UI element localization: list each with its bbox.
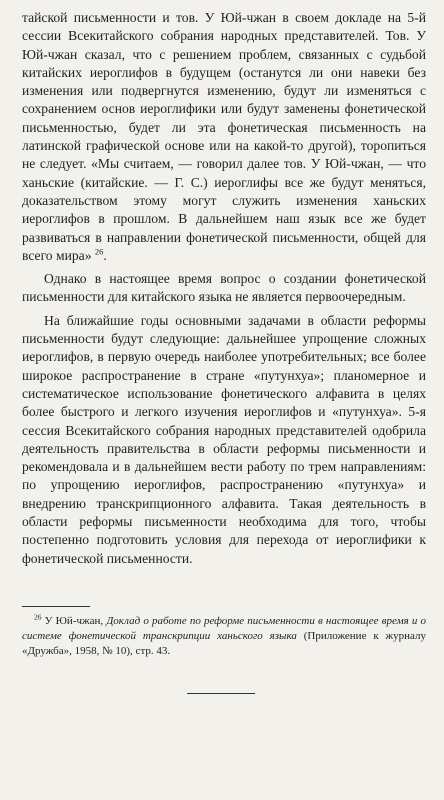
end-divider <box>187 693 255 694</box>
footnote-source: (Приложение к журналу «Дружба», 1958, № 10), стр. 43. <box>22 630 426 657</box>
paragraph-3: На ближайшие годы основными задачами в области реформы письменности будут следующие: дальнейшее упрощение сложных иероглифов, в первую очередь наиболее употребительных; все более широкое распространение в стране «путунхуа»; планомерное и систематическое использование фонетического алфавита в целях более быстрого и легкого изучения иероглифов и «путунхуа». 5-я сессия Всекитайского собрания народных представителей одобрила деятельность правительства в области реформы письменности и рекомендовала и в дальнейшем вести работу по трем направлениям: по упрощению иероглифов, распространению «путунхуа» и внедрению транскрипционного алфавита. Такая деятельность в области реформы письменности необходима для того, чтобы постепенно подготовить условия для перехода от иероглифики к фонетической письменности. <box>22 312 426 566</box>
footnote <box>22 614 426 659</box>
paragraph-2: Однако в настоящее время вопрос о создании фонетической письменности для китайского языка не является первоочередным. <box>22 271 426 305</box>
footnote-title: Доклад о работе по реформе письменности в настоящее время и о системе фонетической транскрипции ханьского языка <box>22 615 427 642</box>
footnote-author: У Юй-чжан, <box>44 615 104 627</box>
paragraph-1: тайской письменности и тов. У Юй-чжан в своем докладе на 5-й сессии Всекитайского собрания народных представителей. Тов. У Юй-чжан сказал, что с решением проблем, связанных с судьбой китайских иероглифов в будущем (останутся ли они навеки без изменения или подвергнутся изменению, будут ли изменяться с сохранением основ иероглифики или будут заменены фонетической письменностью, будет ли эта фонетическая письменность на латинской графической основе или на какой-то другой), торопиться не следует. «Мы считаем, — говорил далее тов. У Юй-чжан, — что ханьские (китайские. — Г. С.) иероглифы все же будут меняться, доказательством этому могут служить изменения ханьских иероглифов в прошлом. В дальнейшем наш язык все же будет развиваться в направлении фонетической письменности, общей для всего мира» $^{26}$. <box>22 10 426 263</box>
main-text <box>22 9 426 568</box>
footnote-number: 26 <box>34 612 42 622</box>
footnote-reference: 26 <box>94 246 104 257</box>
paragraph-1-text: тайской письменности и тов. У Юй-чжан в своем докладе на 5-й сессии Всекитайского собрания народных представителей. Тов. У Юй-чжан сказал, что с решением проблем, связанных с судьбой китайских иероглифов в будущем (останутся ли они навеки без изменения или подвергнутся изменению, будут ли изменяться с сохранением основ иероглифики или будут заменены фонетической письменностью, будет ли эта фонетическая письменность на латинской графической основе или на какой-то другой), торопиться не следует. «Мы считаем, — говорил далее тов. У Юй-чжан, — что ханьские (китайские. — Г. С.) иероглифы все же будут меняться, доказательством этому могут служить изменения ханьских иероглифов в прошлом. В дальнейшем наш язык все же будет развиваться в направлении фонетической письменности, общей для всего мира» <box>22 10 426 263</box>
footnote-divider <box>22 606 90 607</box>
